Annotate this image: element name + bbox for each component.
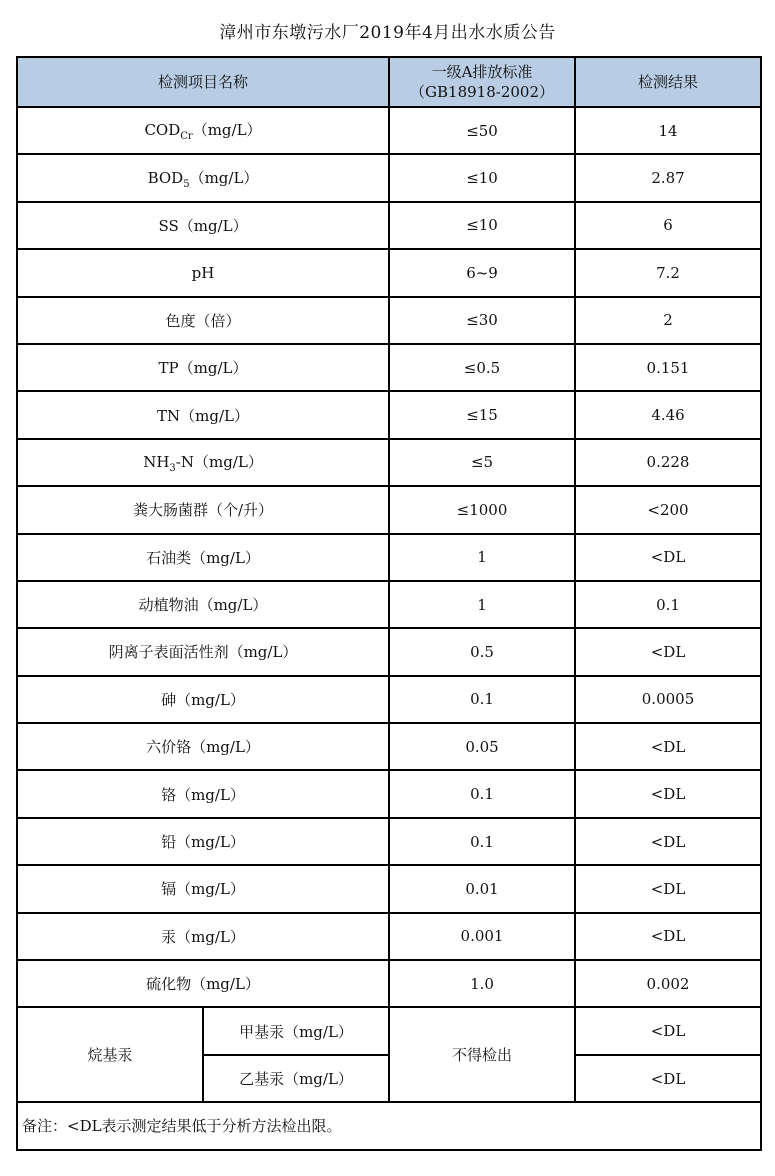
standard-value: ≤0.5	[389, 344, 575, 391]
table-row	[17, 391, 761, 438]
result-value: <200	[575, 486, 761, 533]
table-row	[17, 202, 761, 249]
standard-value: ≤5	[389, 439, 575, 486]
table-row-alkyl-1	[17, 1007, 761, 1054]
alkyl-sub2-result: <DL	[575, 1055, 761, 1102]
result-value: <DL	[575, 865, 761, 912]
standard-value: 0.1	[389, 676, 575, 723]
standard-value: ≤50	[389, 107, 575, 154]
table-row	[17, 154, 761, 201]
standard-value: 0.05	[389, 723, 575, 770]
standard-value: 0.01	[389, 865, 575, 912]
result-value: 0.0005	[575, 676, 761, 723]
item-name: 石油类（mg/L）	[17, 534, 389, 581]
standard-value: ≤10	[389, 154, 575, 201]
standard-value: ≤30	[389, 297, 575, 344]
item-name: SS（mg/L）	[17, 202, 389, 249]
item-name: TP（mg/L）	[17, 344, 389, 391]
table-row	[17, 676, 761, 723]
water-quality-table	[16, 56, 762, 1151]
item-name: $COD_{Cr}(mg/L)$	[17, 107, 389, 154]
item-name: $BOD_5(mg/L)$	[17, 154, 389, 201]
standard-value: 0.1	[389, 818, 575, 865]
table-row	[17, 297, 761, 344]
alkyl-sub1-name: 甲基汞（mg/L）	[203, 1007, 389, 1054]
table-row	[17, 249, 761, 296]
result-value: 0.1	[575, 581, 761, 628]
header-standard-line1: 一级A排放标准	[431, 63, 533, 81]
table-row	[17, 865, 761, 912]
table-row	[17, 723, 761, 770]
item-name: 汞（mg/L）	[17, 913, 389, 960]
standard-value: 0.5	[389, 628, 575, 675]
item-name: 砷（mg/L）	[17, 676, 389, 723]
result-value: <DL	[575, 770, 761, 817]
result-value: 0.228	[575, 439, 761, 486]
standard-value: ≤1000	[389, 486, 575, 533]
alkyl-group-name: 烷基汞	[17, 1007, 203, 1102]
standard-value: 1	[389, 534, 575, 581]
result-value: <DL	[575, 913, 761, 960]
table-row	[17, 581, 761, 628]
item-name: pH	[17, 249, 389, 296]
table-row	[17, 628, 761, 675]
header-result: 检测结果	[575, 57, 761, 107]
standard-value: ≤15	[389, 391, 575, 438]
result-value: 0.151	[575, 344, 761, 391]
alkyl-standard: 不得检出	[389, 1007, 575, 1102]
table-row	[17, 818, 761, 865]
header-standard	[389, 57, 575, 107]
item-name: 阴离子表面活性剂（mg/L）	[17, 628, 389, 675]
item-name: TN（mg/L）	[17, 391, 389, 438]
table-row	[17, 344, 761, 391]
result-value: 7.2	[575, 249, 761, 296]
standard-value: 0.001	[389, 913, 575, 960]
page-title: 漳州市东墩污水厂2019年4月出水水质公告	[219, 23, 556, 43]
table-row	[17, 534, 761, 581]
result-value: <DL	[575, 534, 761, 581]
alkyl-sub1-result: <DL	[575, 1007, 761, 1054]
standard-value: 6~9	[389, 249, 575, 296]
item-name: $NH_3-N(mg/L)$	[17, 439, 389, 486]
result-value: 2.87	[575, 154, 761, 201]
item-name: 硫化物（mg/L）	[17, 960, 389, 1007]
standard-value: 0.1	[389, 770, 575, 817]
table-row	[17, 107, 761, 154]
item-name: 六价铬（mg/L）	[17, 723, 389, 770]
standard-value: 1.0	[389, 960, 575, 1007]
standard-value: ≤10	[389, 202, 575, 249]
table-row	[17, 486, 761, 533]
result-value: <DL	[575, 628, 761, 675]
result-value: <DL	[575, 818, 761, 865]
result-value: 14	[575, 107, 761, 154]
header-item: 检测项目名称	[17, 57, 389, 107]
result-value: 4.46	[575, 391, 761, 438]
item-name: 铬（mg/L）	[17, 770, 389, 817]
table-note-row	[17, 1102, 761, 1149]
item-name: 镉（mg/L）	[17, 865, 389, 912]
item-name: 粪大肠菌群（个/升）	[17, 486, 389, 533]
header-standard-line2: （GB18918-2002）	[410, 83, 554, 101]
table-row	[17, 439, 761, 486]
table-header-row	[17, 57, 761, 107]
result-value: <DL	[575, 723, 761, 770]
item-name: 动植物油（mg/L）	[17, 581, 389, 628]
alkyl-sub2-name: 乙基汞（mg/L）	[203, 1055, 389, 1102]
standard-value: 1	[389, 581, 575, 628]
item-name: 色度（倍）	[17, 297, 389, 344]
result-value: 0.002	[575, 960, 761, 1007]
table-row	[17, 913, 761, 960]
item-name: 铅（mg/L）	[17, 818, 389, 865]
result-value: 6	[575, 202, 761, 249]
table-row	[17, 960, 761, 1007]
table-row	[17, 770, 761, 817]
note: 备注：<DL表示测定结果低于分析方法检出限。	[17, 1102, 761, 1149]
result-value: 2	[575, 297, 761, 344]
